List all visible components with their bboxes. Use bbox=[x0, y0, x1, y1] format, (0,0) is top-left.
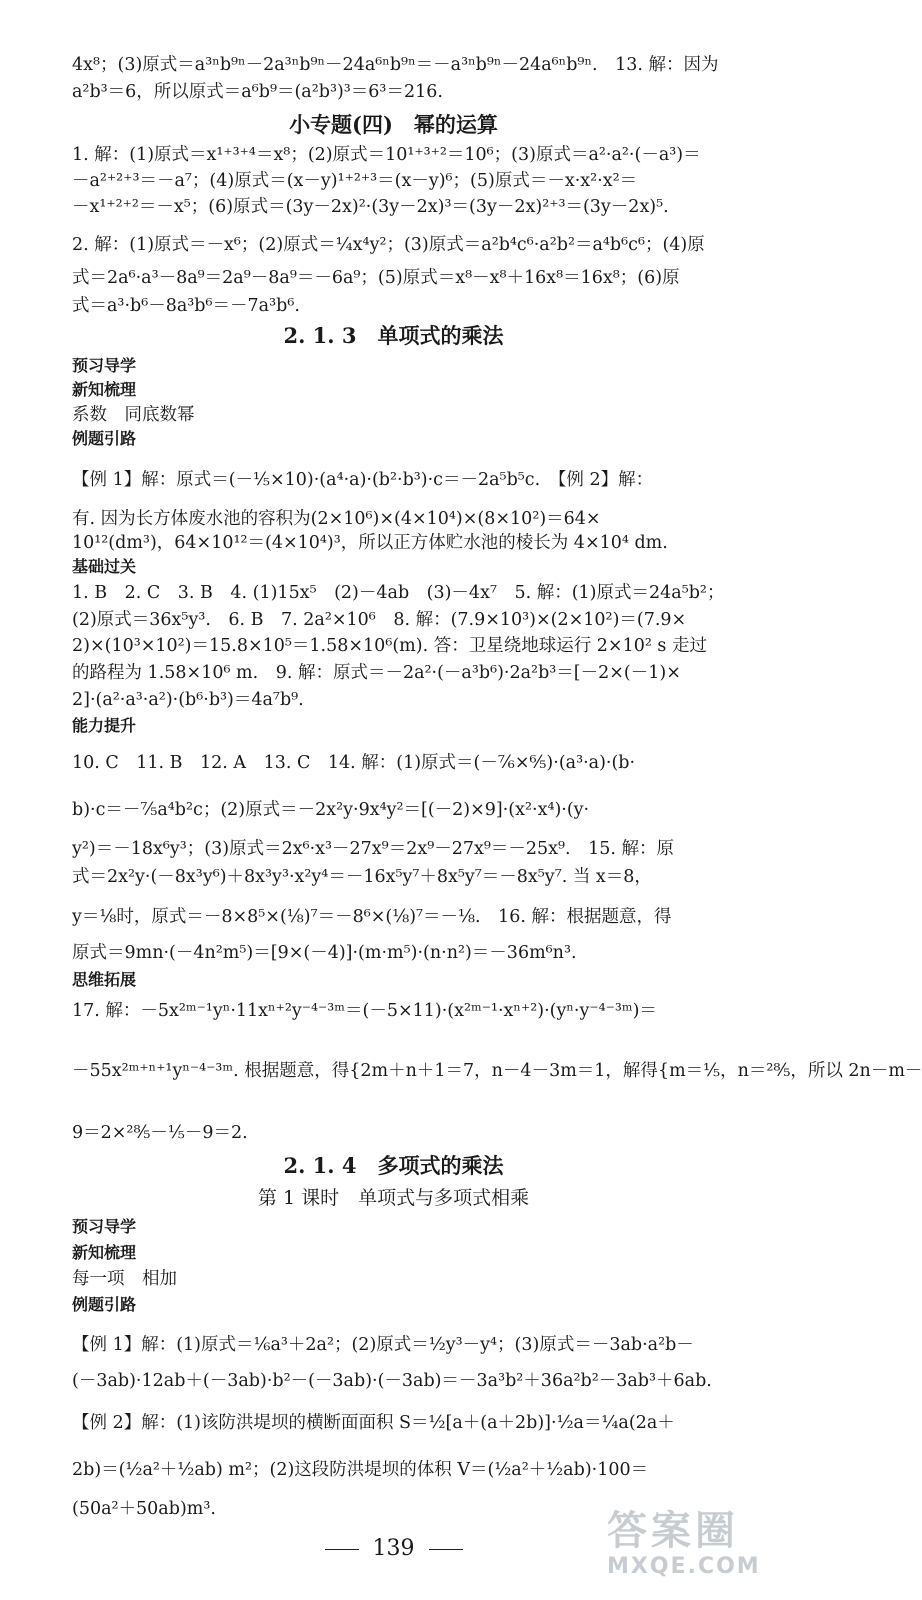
text-line: b)·c＝－⁷⁄₅a⁴b²c；(2)原式＝－2x²y·9x⁴y²＝[(－2)×9]·(x²·x⁴)·(y· bbox=[72, 800, 590, 820]
text-line: 4x⁸；(3)原式＝a³ⁿb⁹ⁿ－2a³ⁿb⁹ⁿ－24a⁶ⁿb⁹ⁿ＝－a³ⁿb⁹ⁿ－24a⁶ⁿb⁹ⁿ. 13. 解：因为 bbox=[72, 55, 719, 75]
text-line: y＝⅛时，原式＝－8×8⁵×(⅛)⁷＝－8⁶×(⅛)⁷＝－⅛. 16. 解：根据题意，得 bbox=[72, 907, 672, 927]
dash-left bbox=[325, 1549, 359, 1550]
section-title: 2. 1. 3 单项式的乘法 bbox=[283, 323, 504, 348]
text-line: 式＝2a⁶·a³－8a⁹＝2a⁹－8a⁹＝－6a⁹；(5)原式＝x⁸－x⁸＋16x⁸＝16x⁸；(6)原 bbox=[72, 268, 680, 288]
text-line: 2]·(a²·a³·a²)·(b⁶·b³)＝4a⁷b⁹. bbox=[72, 690, 304, 710]
text-line: －55x²ᵐ⁺ⁿ⁺¹yⁿ⁻⁴⁻³ᵐ. 根据题意，得{2m＋n＋1＝7，n－4－3m＝1，解得{m＝⅕，n＝²⁸⁄₅，所以 2n－m－ bbox=[72, 1061, 922, 1081]
label-preview: 预习导学 bbox=[72, 1217, 137, 1236]
label-basic: 基础过关 bbox=[72, 557, 137, 576]
text-line: 1. 解：(1)原式＝x¹⁺³⁺⁴＝x⁸；(2)原式＝10¹⁺³⁺²＝10⁶；(3)原式＝a²·a²·(－a³)＝ bbox=[72, 145, 701, 165]
text-line: －x¹⁺²⁺²＝－x⁵；(6)原式＝(3y－2x)²·(3y－2x)³＝(3y－2x)²⁺³＝(3y－2x)⁵. bbox=[72, 197, 669, 217]
label-preview: 预习导学 bbox=[72, 356, 137, 375]
section-title: 2. 1. 4 多项式的乘法 bbox=[283, 1153, 504, 1178]
knowledge-text: 系数 同底数幂 bbox=[72, 405, 195, 425]
text-line: －a²⁺²⁺³＝－a⁷；(4)原式＝(x－y)¹⁺²⁺³＝(x－y)⁶；(5)原式＝－x·x²·x²＝ bbox=[72, 171, 638, 191]
text-line: 2. 解：(1)原式＝－x⁶；(2)原式＝¼x⁴y²；(3)原式＝a²b⁴c⁶·a²b²＝a⁴b⁶c⁶；(4)原 bbox=[72, 235, 705, 255]
section-title: 小专题(四) 幂的运算 bbox=[289, 112, 498, 137]
text-line: 10. C 11. B 12. A 13. C 14. 解：(1)原式＝(－⁷⁄₆×⁶⁄₅)·(a³·a)·(b· bbox=[72, 753, 636, 773]
text-line: 2b)＝(½a²＋½ab) m²；(2)这段防洪堤坝的体积 V＝(½a²＋½ab)·100＝ bbox=[72, 1460, 649, 1480]
watermark-url: MXQE.COM bbox=[607, 1554, 761, 1579]
text-line: (－3ab)·12ab＋(－3ab)·b²－(－3ab)·(－3ab)＝－3a³b²＋36a²b²－3ab³＋6ab. bbox=[72, 1371, 712, 1391]
watermark-logo bbox=[607, 1508, 777, 1596]
text-line: 2)×(10³×10²)＝15.8×10⁵＝1.58×10⁶(m). 答：卫星绕地球运行 2×10² s 走过 bbox=[72, 636, 707, 656]
knowledge-text: 每一项 相加 bbox=[72, 1269, 177, 1289]
text-line: 1. B 2. C 3. B 4. (1)15x⁵ (2)－4ab (3)－4x⁷ 5. 解：(1)原式＝24a⁵b²； bbox=[72, 583, 725, 603]
text-line: y²)＝－18x⁶y³；(3)原式＝2x⁶·x³－27x⁹＝2x⁹－27x⁹＝－25x⁹. 15. 解：原 bbox=[72, 839, 674, 859]
label-ability: 能力提升 bbox=[72, 716, 137, 735]
text-line: 式＝2x²y·(－8x³y⁶)＋8x³y³·x²y⁴＝－16x⁵y⁷＋8x⁵y⁷＝－8x⁵y⁷. 当 x＝8， bbox=[72, 867, 652, 887]
text-line: 10¹²(dm³)，64×10¹²＝(4×10⁴)³，所以正方体贮水池的棱长为 4×10⁴ dm. bbox=[72, 533, 668, 553]
label-new-knowledge: 新知梳理 bbox=[72, 380, 137, 399]
label-examples: 例题引路 bbox=[72, 429, 137, 448]
page-number-text: 139 bbox=[372, 1536, 415, 1561]
text-line: 有. 因为长方体废水池的容积为(2×10⁶)×(4×10⁴)×(8×10²)＝64× bbox=[72, 509, 601, 529]
dash-right bbox=[429, 1549, 463, 1550]
lesson-subtitle: 第 1 课时 单项式与多项式相乘 bbox=[257, 1187, 530, 1209]
text-line: 17. 解：－5x²ᵐ⁻¹yⁿ·11xⁿ⁺²y⁻⁴⁻³ᵐ＝(－5×11)·(x²ᵐ⁻¹·xⁿ⁺²)·(yⁿ·y⁻⁴⁻³ᵐ)＝ bbox=[72, 1001, 657, 1021]
text-line: 【例 2】解：(1)该防洪堤坝的横断面面积 S＝½[a＋(a＋2b)]·½a＝¼a(2a＋ bbox=[72, 1413, 675, 1433]
text-line: (50a²＋50ab)m³. bbox=[72, 1499, 216, 1519]
label-examples: 例题引路 bbox=[72, 1295, 137, 1314]
text-line: 的路程为 1.58×10⁶ m. 9. 解：原式＝－2a²·(－a³b⁶)·2a²b³＝[－2×(－1)× bbox=[72, 663, 681, 683]
text-line: 【例 1】解：原式＝(－⅕×10)·(a⁴·a)·(b²·b³)·c＝－2a⁵b⁵c. 【例 2】解： bbox=[72, 470, 654, 490]
text-line: (2)原式＝36x⁵y³. 6. B 7. 2a²×10⁶ 8. 解：(7.9×10³)×(2×10²)＝(7.9× bbox=[72, 610, 687, 630]
text-line: 原式＝9mn·(－4n²m⁵)＝[9×(－4)]·(m·m⁵)·(n·n²)＝－36m⁶n³. bbox=[72, 943, 577, 963]
text-line: a²b³＝6，所以原式＝a⁶b⁹＝(a²b³)³＝6³＝216. bbox=[72, 82, 443, 102]
text-line: 【例 1】解：(1)原式＝⅙a³＋2a²；(2)原式＝½y³－y⁴；(3)原式＝－3ab·a²b－ bbox=[72, 1335, 694, 1355]
label-new-knowledge: 新知梳理 bbox=[72, 1243, 137, 1262]
label-thinking: 思维拓展 bbox=[72, 970, 137, 989]
watermark-text: 答案圈 bbox=[607, 1508, 739, 1554]
text-line: 式＝a³·b⁶－8a³b⁶＝－7a³b⁶. bbox=[72, 296, 300, 316]
text-line: 9＝2×²⁸⁄₅－⅕－9＝2. bbox=[72, 1123, 248, 1143]
